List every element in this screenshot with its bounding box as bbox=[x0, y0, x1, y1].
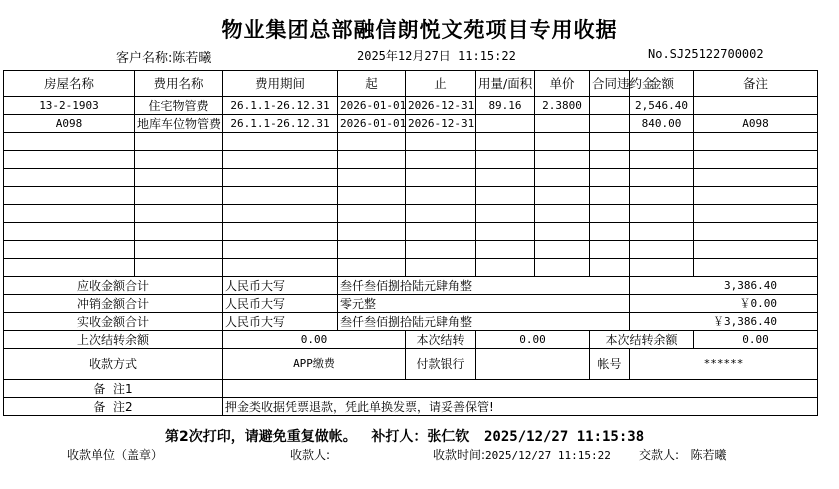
col-header-unit-price: 单价 bbox=[535, 71, 590, 97]
empty-row bbox=[4, 241, 818, 259]
cell-remark bbox=[694, 97, 818, 115]
reprint-person: 补打人：张仁钦 bbox=[371, 429, 470, 445]
empty-row bbox=[4, 133, 818, 151]
balance-row bbox=[4, 331, 818, 349]
cell-period: 26.1.1-26.12.31 bbox=[223, 97, 338, 115]
remark2-row bbox=[4, 398, 818, 416]
payment-bank-value bbox=[476, 349, 590, 380]
cell-end: 2026-12-31 bbox=[406, 97, 476, 115]
col-header-amount: 金额 bbox=[630, 71, 694, 97]
empty-row bbox=[4, 151, 818, 169]
cell-house: A098 bbox=[4, 115, 135, 133]
received-total-row bbox=[4, 313, 818, 331]
cell-unit-price: 2.3800 bbox=[535, 97, 590, 115]
remark2-label: 备 注2 bbox=[4, 398, 223, 416]
cell-start: 2026-01-01 bbox=[338, 115, 406, 133]
payment-row bbox=[4, 349, 818, 380]
payment-bank-label: 付款银行 bbox=[406, 349, 476, 380]
customer-value: 陈若曦 bbox=[172, 51, 212, 66]
receive-time-value: 2025/12/27 11:15:22 bbox=[485, 449, 611, 462]
receipt-datetime: 2025年12月27日 11:15:22 bbox=[357, 49, 516, 63]
empty-row bbox=[4, 223, 818, 241]
receivable-label: 应收金额合计 bbox=[4, 277, 223, 295]
receipt-title: 物业集团总部融信朗悦文苑项目专用收据 bbox=[221, 17, 618, 42]
offset-total-row bbox=[4, 295, 818, 313]
remark2-value: 押金类收据凭票退款，凭此单换发票，请妥善保管! bbox=[223, 398, 818, 416]
table-header-row bbox=[4, 71, 818, 97]
cell-penalty bbox=[590, 115, 630, 133]
received-amount: ￥3,386.40 bbox=[630, 313, 818, 331]
rmb-label: 人民币大写 bbox=[223, 313, 338, 331]
cell-period: 26.1.1-26.12.31 bbox=[223, 115, 338, 133]
receivable-words: 叁仟叁佰捌拾陆元肆角整 bbox=[338, 277, 630, 295]
remaining-balance-value: 0.00 bbox=[694, 331, 818, 349]
receivable-amount: 3,386.40 bbox=[630, 277, 818, 295]
reprint-time: 2025/12/27 11:15:38 bbox=[484, 429, 645, 445]
cell-remark: A098 bbox=[694, 115, 818, 133]
remark1-label: 备 注1 bbox=[4, 380, 223, 398]
reprint-notice bbox=[165, 426, 644, 446]
receipt-number: No.SJ25122700002 bbox=[648, 47, 764, 61]
payer-name: 陈若曦 bbox=[690, 448, 727, 462]
customer-name bbox=[116, 47, 211, 66]
col-header-usage: 用量/面积 bbox=[476, 71, 535, 97]
cell-usage bbox=[476, 115, 535, 133]
cell-fee-name: 住宅物管费 bbox=[135, 97, 223, 115]
current-carry-label: 本次结转 bbox=[406, 331, 476, 349]
remaining-balance-label: 本次结转余额 bbox=[590, 331, 694, 349]
receiving-unit-label: 收款单位（盖章） bbox=[67, 448, 164, 462]
rmb-label: 人民币大写 bbox=[223, 295, 338, 313]
cell-house: 13-2-1903 bbox=[4, 97, 135, 115]
col-header-fee-name: 费用名称 bbox=[135, 71, 223, 97]
last-balance-label: 上次结转余额 bbox=[4, 331, 223, 349]
remark1-value bbox=[223, 380, 818, 398]
col-header-start: 起 bbox=[338, 71, 406, 97]
table-row bbox=[4, 115, 818, 133]
col-header-house: 房屋名称 bbox=[4, 71, 135, 97]
offset-words: 零元整 bbox=[338, 295, 630, 313]
empty-row bbox=[4, 187, 818, 205]
receive-time-label: 收款时间: bbox=[433, 448, 486, 462]
cell-unit-price bbox=[535, 115, 590, 133]
table-row bbox=[4, 97, 818, 115]
rmb-label: 人民币大写 bbox=[223, 277, 338, 295]
payment-method-value: APP缴费 bbox=[223, 349, 406, 380]
account-label: 帐号 bbox=[590, 349, 630, 380]
cell-end: 2026-12-31 bbox=[406, 115, 476, 133]
col-header-penalty: 合同违约金 bbox=[590, 71, 630, 97]
remark1-row bbox=[4, 380, 818, 398]
received-words: 叁仟叁佰捌拾陆元肆角整 bbox=[338, 313, 630, 331]
col-header-end: 止 bbox=[406, 71, 476, 97]
empty-row bbox=[4, 205, 818, 223]
receipt-table bbox=[3, 70, 818, 416]
current-carry-value: 0.00 bbox=[476, 331, 590, 349]
cell-amount: 840.00 bbox=[630, 115, 694, 133]
payment-method-label: 收款方式 bbox=[4, 349, 223, 380]
receive-time bbox=[433, 446, 611, 463]
empty-row bbox=[4, 169, 818, 187]
last-balance-value: 0.00 bbox=[223, 331, 406, 349]
receivable-total-row bbox=[4, 277, 818, 295]
col-header-period: 费用期间 bbox=[223, 71, 338, 97]
offset-label: 冲销金额合计 bbox=[4, 295, 223, 313]
cell-penalty bbox=[590, 97, 630, 115]
cell-usage: 89.16 bbox=[476, 97, 535, 115]
received-label: 实收金额合计 bbox=[4, 313, 223, 331]
customer-label: 客户名称: bbox=[116, 51, 173, 66]
col-header-remark: 备注 bbox=[694, 71, 818, 97]
receiver-label: 收款人: bbox=[290, 448, 331, 462]
cell-start: 2026-01-01 bbox=[338, 97, 406, 115]
print-notice: 第2次打印，请避免重复做帐。 bbox=[165, 429, 357, 445]
cell-fee-name: 地库车位物管费 bbox=[135, 115, 223, 133]
account-value: ****** bbox=[630, 349, 818, 380]
payer bbox=[639, 446, 727, 463]
empty-row bbox=[4, 259, 818, 277]
payer-label: 交款人: bbox=[639, 448, 680, 462]
offset-amount: ￥0.00 bbox=[630, 295, 818, 313]
cell-amount: 2,546.40 bbox=[630, 97, 694, 115]
